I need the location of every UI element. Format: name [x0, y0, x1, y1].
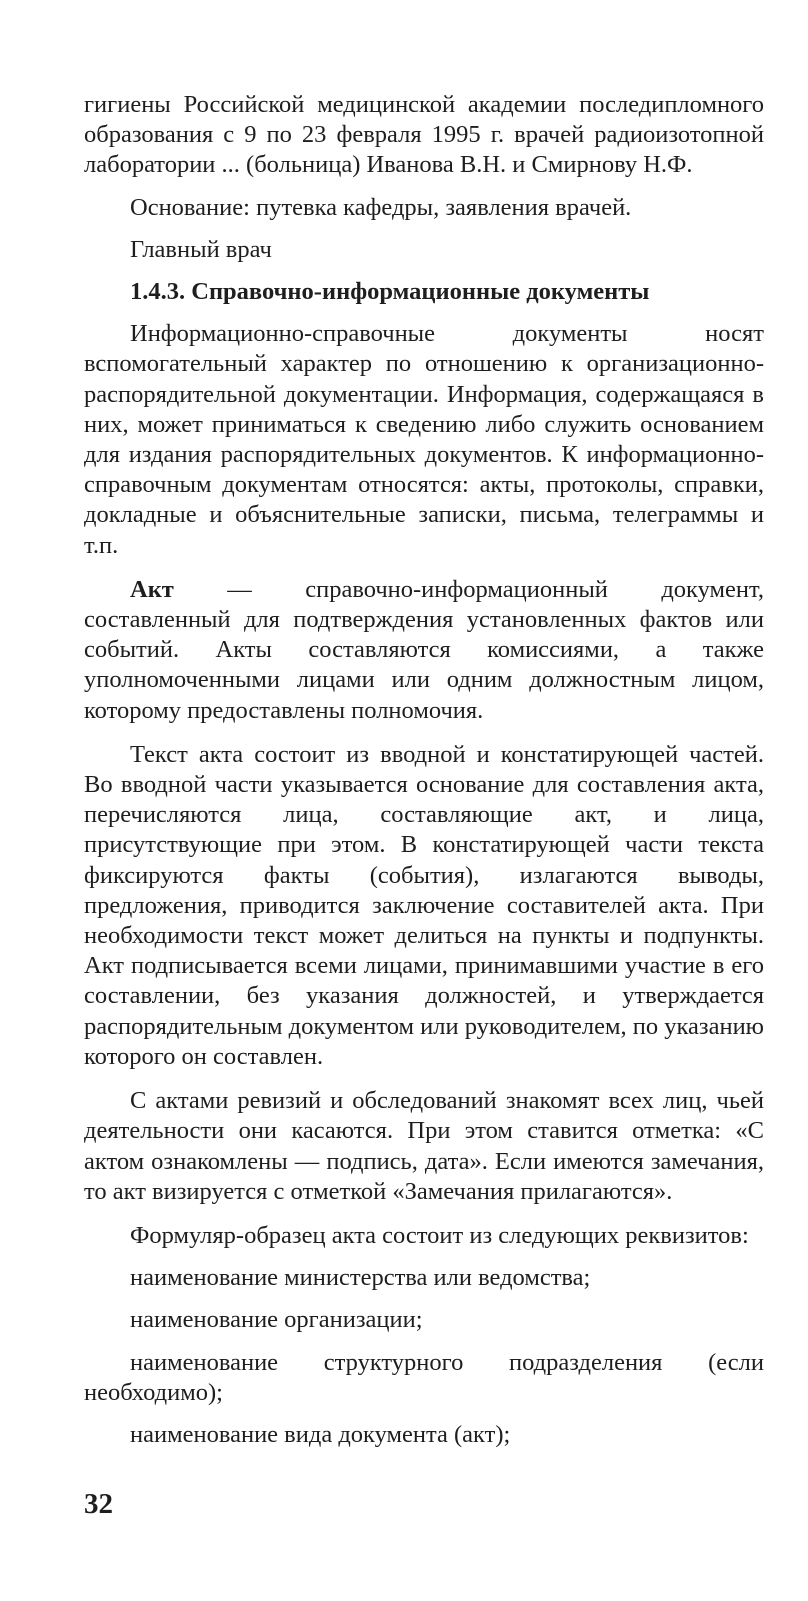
section-heading: 1.4.3. Справочно-информационные документы — [130, 278, 650, 306]
list-item-document-type: наименование вида документа (акт); — [130, 1420, 511, 1448]
list-item-organization: наименование организации; — [130, 1306, 423, 1334]
paragraph-form-template: Формуляр-образец акта состоит из следующих реквизитов: — [130, 1221, 749, 1249]
act-definition-text: — справочно-информационный документ, составленный для подтверждения установленных фактов или событий. Акты составляются комиссиями, а также уполномоченными лицами или одним должностным лицом, которому предоставлены полномочия. — [84, 575, 764, 724]
term-act: Акт — [130, 575, 174, 603]
paragraph-continuation: гигиены Российской медицинской академии последипломного образования с 9 по 23 февраля 1995 г. врачей радиоизотопной лаборатории ... (больница) Иванова В.Н. и Смирнову Н.Ф. — [84, 91, 764, 179]
list-item-ministry: наименование министерства или ведомства; — [130, 1264, 591, 1292]
paragraph-info-docs: Информационно-справочные документы носят вспомогательный характер по отношению к организационно-распорядительной документации. Информация, содержащаяся в них, может приниматься к сведению либо служить основанием для издания распорядительных документов. К информационно-справочным документам относятся: акты, протоколы, справки, докладные и объяснительные записки, письма, телеграммы и т.п. — [84, 320, 764, 559]
paragraph-basis: Основание: путевка кафедры, заявления врачей. — [130, 193, 632, 221]
paragraph-act-text: Текст акта состоит из вводной и констатирующей частей. Во вводной части указывается основание для составления акта, перечисляются лица, составляющие акт, и лица, присутствующие при этом. В констатирующей части текста фиксируются факты (события), излагаются выводы, предложения, приводится заключение составителей акта. При необходимости текст может делиться на пункты и подпункты. Акт подписывается всеми лицами, принимавшими участие в его составлении, без указания должностей, и утверждается распорядительным документом или руководителем, по указанию которого он составлен. — [84, 740, 764, 1070]
page-body — [84, 90, 764, 1450]
paragraph-act-definition — [84, 575, 764, 726]
list-item-department: наименование структурного подразделения (если необходимо); — [84, 1348, 764, 1406]
page-number: 32 — [84, 1488, 113, 1520]
paragraph-signature: Главный врач — [130, 235, 272, 263]
paragraph-act-review: С актами ревизий и обследований знакомят всех лиц, чьей деятельности они касаются. При этом ставится отметка: «С актом ознакомлены — подпись, дата». Если имеются замечания, то акт визируется с отметкой «Замечания прилагаются». — [84, 1087, 764, 1205]
